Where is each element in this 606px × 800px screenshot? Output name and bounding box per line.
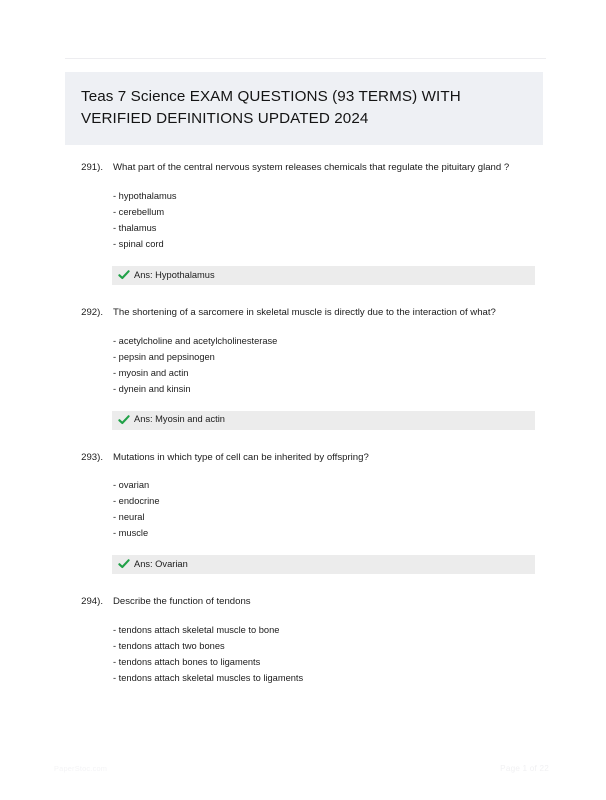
question-number: 294). (81, 596, 103, 608)
green-check-icon (118, 269, 130, 281)
question-text: The shortening of a sarcomere in skeletal muscle is directly due to the interaction of what? (113, 306, 496, 318)
question-block (0, 160, 606, 285)
answer-banner (112, 266, 535, 285)
option-item[interactable]: - neural (113, 512, 145, 523)
option-item[interactable]: - acetylcholine and acetylcholinesterase (113, 335, 278, 346)
option-item[interactable]: - muscle (113, 528, 149, 539)
page-footer (0, 750, 606, 800)
question-number: 291). (81, 162, 103, 173)
option-item[interactable]: - hypothalamus (113, 190, 177, 201)
option-item[interactable]: - pepsin and pepsinogen (113, 351, 215, 362)
option-item[interactable]: - tendons attach skeletal muscle to bone (113, 625, 280, 636)
answer-banner (112, 555, 535, 574)
option-item[interactable]: - tendons attach bones to ligaments (113, 657, 261, 668)
question-heading (65, 450, 546, 466)
question-heading (65, 594, 546, 610)
question-block (0, 305, 606, 430)
green-check-icon (118, 558, 130, 570)
question-text: What part of the central nervous system releases chemicals that regulate the pituitary gland ? (113, 162, 510, 173)
question-block (0, 594, 606, 687)
question-number: 293). (81, 451, 103, 463)
option-item[interactable]: - cerebellum (113, 206, 165, 217)
watermark-text: PaperStoc.com (54, 764, 108, 773)
question-block (0, 450, 606, 575)
option-item[interactable]: - thalamus (113, 222, 157, 233)
green-check-icon (118, 414, 130, 426)
option-list (113, 334, 546, 398)
option-item[interactable]: - endocrine (113, 496, 160, 507)
option-item[interactable]: - tendons attach two bones (113, 641, 225, 652)
answer-text: Ans: Hypothalamus (134, 269, 215, 280)
option-list (113, 478, 546, 542)
option-item[interactable]: - ovarian (113, 480, 150, 491)
option-list (113, 189, 546, 253)
option-item[interactable]: - spinal cord (113, 238, 164, 249)
answer-text: Ans: Ovarian (134, 559, 188, 570)
question-heading (65, 305, 546, 321)
answer-banner (112, 411, 535, 430)
question-text: Mutations in which type of cell can be inherited by offspring? (113, 451, 369, 463)
question-number: 292). (81, 306, 103, 318)
question-text: Describe the function of tendons (113, 596, 251, 608)
questions-list (0, 160, 606, 707)
option-list (113, 623, 546, 687)
question-heading (65, 160, 546, 176)
page-number: Page 1 of 22 (500, 764, 549, 773)
page-title: Teas 7 Science EXAM QUESTIONS (93 TERMS) WITH VERIFIED DEFINITIONS UPDATED 2024 (65, 72, 543, 145)
option-item[interactable]: - tendons attach skeletal muscles to ligaments (113, 673, 304, 684)
header-divider (65, 58, 546, 59)
option-item[interactable]: - dynein and kinsin (113, 383, 191, 394)
option-item[interactable]: - myosin and actin (113, 367, 189, 378)
answer-text: Ans: Myosin and actin (134, 414, 225, 425)
